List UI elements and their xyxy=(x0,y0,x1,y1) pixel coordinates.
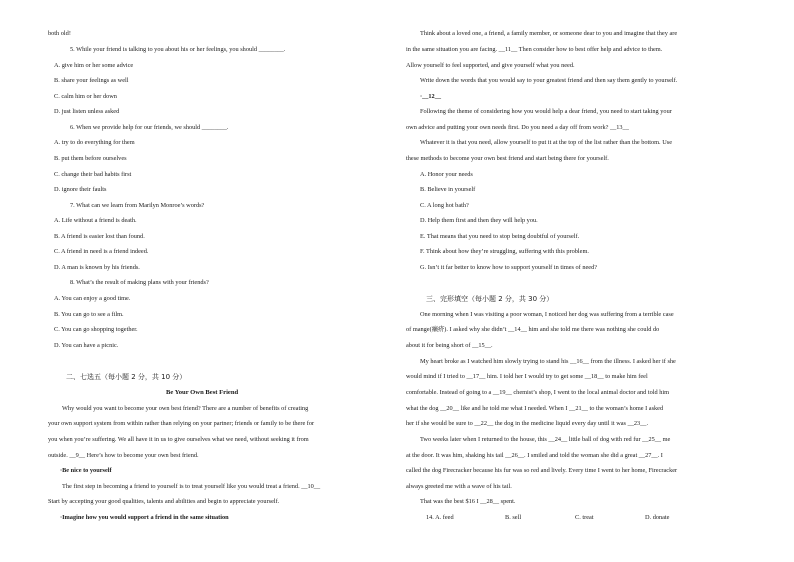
left-text-line: Be Your Own Best Friend xyxy=(166,389,239,396)
right-text-line: G. Isn’t it far better to know how to support yourself in times of need? xyxy=(420,264,598,271)
right-text-line: ·__12__ xyxy=(420,93,441,100)
left-text-line: ·Be nice to yourself xyxy=(60,467,112,474)
right-text-line: That was the best $16 I __28__ spent. xyxy=(420,498,516,505)
left-text-line: The first step in becoming a friend to yourself is to treat yourself like you would treat a friend. __10__ xyxy=(62,483,321,490)
left-text-line: Start by accepting your good qualities, talents and abilities and begin to appreciate yourself. xyxy=(48,498,280,505)
right-text-line: Following the theme of considering how you would help a dear friend, you need to start taking your xyxy=(420,108,672,115)
left-text-line: 7. What can we learn from Marilyn Monroe’s words? xyxy=(70,202,205,209)
right-text-line: D. Help them first and then they will help you. xyxy=(420,217,538,224)
right-text-line: 三、完形填空（每小题 2 分，共 30 分） xyxy=(426,295,554,303)
left-text-line: D. A man is known by his friends. xyxy=(54,264,140,271)
right-text-line: B. Believe in yourself xyxy=(420,186,476,193)
right-text-line: C. treat xyxy=(575,514,594,521)
right-text-line: her if she would be sure to __22__ the dog in the medicine liquid every day until it was __23__. xyxy=(406,420,649,427)
right-text-line: Write down the words that you would say to your greatest friend and then say them gently to yourself. xyxy=(420,77,678,84)
right-text-line: 14. A. feed xyxy=(426,514,454,521)
left-text-line: D. just listen unless asked xyxy=(54,108,120,115)
left-text-line: Why would you want to become your own best friend? There are a number of benefits of creating xyxy=(62,405,309,412)
right-text-line: of mange(癞疥). I asked why she didn’t __14__ him and she told me there was nothing she could do xyxy=(406,326,660,333)
left-text-line: ·Imagine how you would support a friend in the same situation xyxy=(60,514,229,521)
left-text-line: you when you’re suffering. We all have it in us to give ourselves what we need, without seeking it from xyxy=(48,436,309,443)
right-text-line: One morning when I was visiting a poor woman, I noticed her dog was suffering from a terrible case xyxy=(420,311,674,318)
left-text-line: B. You can go to see a film. xyxy=(54,311,124,318)
left-text-line: A. You can enjoy a good time. xyxy=(54,295,131,302)
right-text-line: would mind if I tried to __17__ him. I told her I would try to get some __18__ to make him feel xyxy=(406,373,648,380)
left-text-line: D. You can have a picnic. xyxy=(54,342,119,349)
right-text-line: C. A long hot bath? xyxy=(420,202,469,209)
right-text-line: comfortable. Instead of going to a __19__ chemist’s shop, I went to the local animal doctor and told him xyxy=(406,389,670,396)
right-text-line: E. That means that you need to stop being doubtful of yourself. xyxy=(420,233,580,240)
left-text-line: C. A friend in need is a friend indeed. xyxy=(54,248,149,255)
left-text-line: A. give him or her some advice xyxy=(54,62,134,69)
right-text-line: F. Think about how they’re struggling, suffering with this problem. xyxy=(420,248,589,255)
left-text-line: A. try to do everything for them xyxy=(54,139,135,146)
right-text-line: B. sell xyxy=(505,514,522,521)
left-text-line: 5. While your friend is talking to you about his or her feelings, you should ________. xyxy=(70,46,286,53)
left-text-line: outside. __9__ Here’s how to become your own best friend. xyxy=(48,452,199,459)
left-text-line: C. change their bad habits first xyxy=(54,171,132,178)
left-text-line: 二、七选五（每小题 2 分，共 10 分） xyxy=(66,373,187,381)
right-text-line: Allow yourself to feel supported, and give yourself what you need. xyxy=(406,62,575,69)
left-text-line: both old! xyxy=(48,30,71,37)
right-text-line: called the dog Firecracker because his fur was so red and lively. Every time I went to her home, Firecracker xyxy=(406,467,678,474)
right-text-line: A. Honor your needs xyxy=(420,171,473,178)
right-text-line: D. donate xyxy=(645,514,670,521)
right-text-line: Two weeks later when I returned to the house, this __24__ little ball of dog with red fur __25__ me xyxy=(420,436,671,443)
right-text-line: at the door. It was him, shaking his tail __26__. I smiled and told the woman she did a great __27__. I xyxy=(406,452,663,459)
right-text-line: always greeted me with a wave of his tail. xyxy=(406,483,512,490)
left-text-line: 6. When we provide help for our friends, we should ________. xyxy=(70,124,229,131)
right-text-line: My heart broke as I watched him slowly trying to stand his __16__ from the illness. I asked her if she xyxy=(420,358,676,365)
right-text-line: Think about a loved one, a friend, a family member, or someone dear to you and imagine that they are xyxy=(420,30,678,37)
left-text-line: C. calm him or her down xyxy=(54,93,117,100)
left-text-line: B. A friend is easier lost than found. xyxy=(54,233,145,240)
right-text-line: Whatever it is that you need, allow yourself to put it at the top of the list rather than the bottom. Use xyxy=(420,139,672,146)
right-text-line: in the same situation you are facing. __11__ Then consider how to best offer help and advice to them. xyxy=(406,46,663,53)
left-text-line: D. ignore their faults xyxy=(54,186,107,193)
right-text-line: about it for being short of __15__. xyxy=(406,342,493,349)
right-text-line: what the dog __20__ like and he told me what I needed. When I __21__ to the woman’s home I asked xyxy=(406,405,664,412)
left-text-line: your own support system from within rather than relying on your partner; friends or family to be there for xyxy=(48,420,315,427)
left-text-line: B. share your feelings as well xyxy=(54,77,129,84)
right-text-line: own advice and putting your own needs first. Do you need a day off from work? __13__ xyxy=(406,124,629,131)
left-text-line: B. put them before ourselves xyxy=(54,155,127,162)
left-text-line: A. Life without a friend is death. xyxy=(54,217,137,224)
left-text-line: C. You can go shopping together. xyxy=(54,326,138,333)
left-text-line: 8. What’s the result of making plans with your friends? xyxy=(70,279,209,286)
right-text-line: these methods to become your own best friend and start being there for yourself. xyxy=(406,155,609,162)
